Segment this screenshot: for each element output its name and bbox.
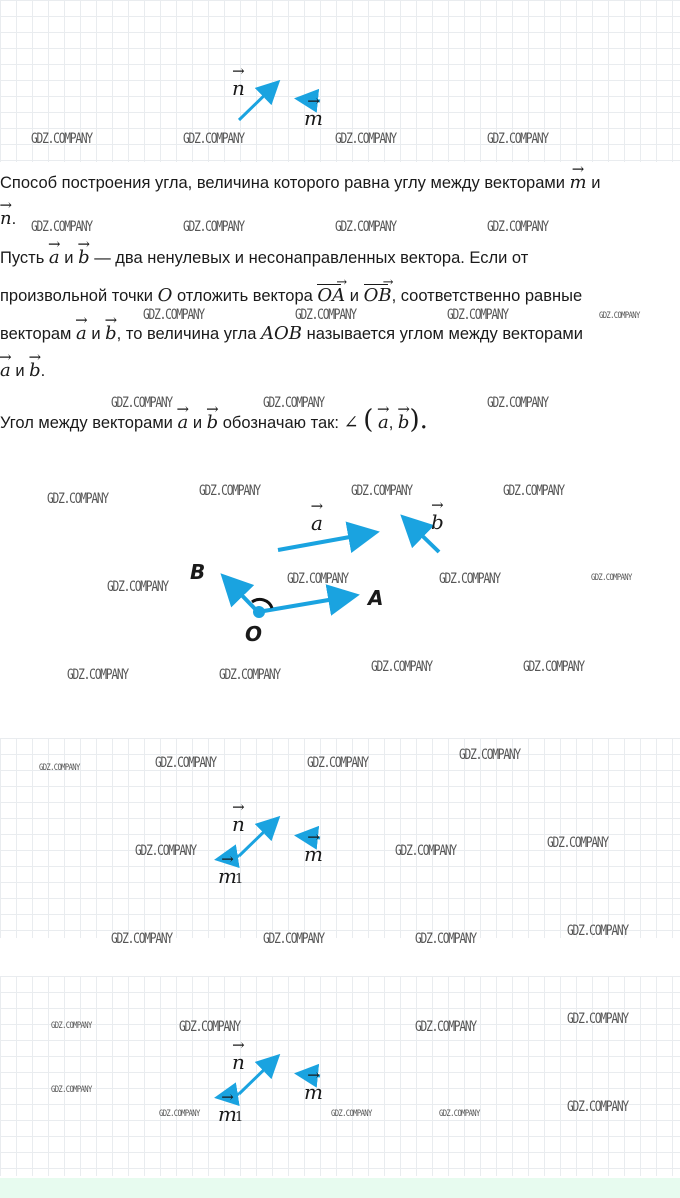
watermark: GDZ.COMPANY	[143, 307, 204, 323]
watermark: GDZ.COMPANY	[567, 1011, 628, 1027]
watermark: GDZ.COMPANY	[567, 1099, 628, 1115]
watermark: GDZ.COMPANY	[335, 131, 396, 147]
watermark: GDZ.COMPANY	[523, 659, 584, 675]
notation-line: Угол между векторами → a и → b обозначаю так: ∠ ( → a, → b).	[0, 410, 680, 433]
watermark: GDZ.COMPANY	[459, 747, 520, 763]
fig4-m1-subscript: 1	[235, 1110, 244, 1125]
watermark: GDZ.COMPANY	[51, 1085, 92, 1095]
watermark: GDZ.COMPANY	[415, 931, 476, 947]
watermark: GDZ.COMPANY	[547, 835, 608, 851]
watermark: GDZ.COMPANY	[395, 843, 456, 859]
watermark: GDZ.COMPANY	[263, 931, 324, 947]
definition-line-1: Пусть → a и → b — два ненулевых и несонаправленных вектора. Если от	[0, 248, 680, 268]
vector-OA	[258, 596, 352, 612]
fig2-b-label: → b	[431, 510, 444, 534]
fig3-m-label: → m	[304, 842, 323, 866]
watermark: GDZ.COMPANY	[439, 571, 500, 587]
watermark: GDZ.COMPANY	[331, 1109, 372, 1119]
watermark: GDZ.COMPANY	[31, 131, 92, 147]
watermark: GDZ.COMPANY	[39, 763, 80, 773]
watermark: GDZ.COMPANY	[439, 1109, 480, 1119]
watermark: GDZ.COMPANY	[179, 1019, 240, 1035]
watermark: GDZ.COMPANY	[111, 395, 172, 411]
fig1-n-label: → n	[232, 76, 245, 100]
fig4-m1-label: → m	[218, 1102, 237, 1126]
watermark: GDZ.COMPANY	[487, 219, 548, 235]
watermark: GDZ.COMPANY	[335, 219, 396, 235]
fig1-m-label: → m	[304, 106, 323, 130]
watermark: GDZ.COMPANY	[159, 1109, 200, 1119]
figure-4-vectors	[0, 976, 680, 1176]
point-O	[253, 606, 265, 618]
watermark: GDZ.COMPANY	[295, 307, 356, 323]
paragraph-angle-construction: Способ построения угла, величина которого равна углу между векторами → m и	[0, 173, 680, 193]
point-A-label: A	[368, 586, 384, 610]
watermark: GDZ.COMPANY	[155, 755, 216, 771]
watermark: GDZ.COMPANY	[107, 579, 168, 595]
watermark: GDZ.COMPANY	[51, 1021, 92, 1031]
watermark: GDZ.COMPANY	[371, 659, 432, 675]
watermark: GDZ.COMPANY	[567, 923, 628, 939]
watermark: GDZ.COMPANY	[31, 219, 92, 235]
definition-line-4: → a и → b.	[0, 361, 680, 381]
watermark: GDZ.COMPANY	[415, 1019, 476, 1035]
watermark: GDZ.COMPANY	[219, 667, 280, 683]
watermark: GDZ.COMPANY	[487, 395, 548, 411]
point-O-label: O	[245, 622, 263, 646]
fig4-m-label: → m	[304, 1080, 323, 1104]
watermark: GDZ.COMPANY	[135, 843, 196, 859]
watermark: GDZ.COMPANY	[199, 483, 260, 499]
watermark: GDZ.COMPANY	[307, 755, 368, 771]
watermark: GDZ.COMPANY	[351, 483, 412, 499]
watermark: GDZ.COMPANY	[503, 483, 564, 499]
watermark: GDZ.COMPANY	[67, 667, 128, 683]
vector-OB	[226, 579, 258, 612]
watermark: GDZ.COMPANY	[487, 131, 548, 147]
watermark: GDZ.COMPANY	[599, 311, 640, 321]
watermark: GDZ.COMPANY	[287, 571, 348, 587]
vector-a	[278, 533, 372, 550]
point-B-label: B	[190, 560, 206, 584]
fig3-m1-subscript: 1	[235, 872, 244, 887]
definition-line-2: произвольной точки O отложить вектора OA → и OB →, соответственно равные	[0, 286, 680, 306]
fig2-a-label: → a	[311, 511, 323, 535]
watermark: GDZ.COMPANY	[183, 219, 244, 235]
watermark: GDZ.COMPANY	[447, 307, 508, 323]
bottom-band	[0, 1178, 680, 1198]
fig3-m1-label: → m	[218, 864, 237, 888]
watermark: GDZ.COMPANY	[47, 491, 108, 507]
definition-line-3: векторам → a и → b, то величина угла AOB называется углом между векторами	[0, 324, 680, 344]
watermark: GDZ.COMPANY	[111, 931, 172, 947]
watermark: GDZ.COMPANY	[263, 395, 324, 411]
fig4-n-label: → n	[232, 1050, 245, 1074]
watermark: GDZ.COMPANY	[591, 573, 632, 583]
watermark: GDZ.COMPANY	[183, 131, 244, 147]
paragraph-angle-construction-cont: → n.	[0, 209, 680, 229]
fig3-n-label: → n	[232, 812, 245, 836]
